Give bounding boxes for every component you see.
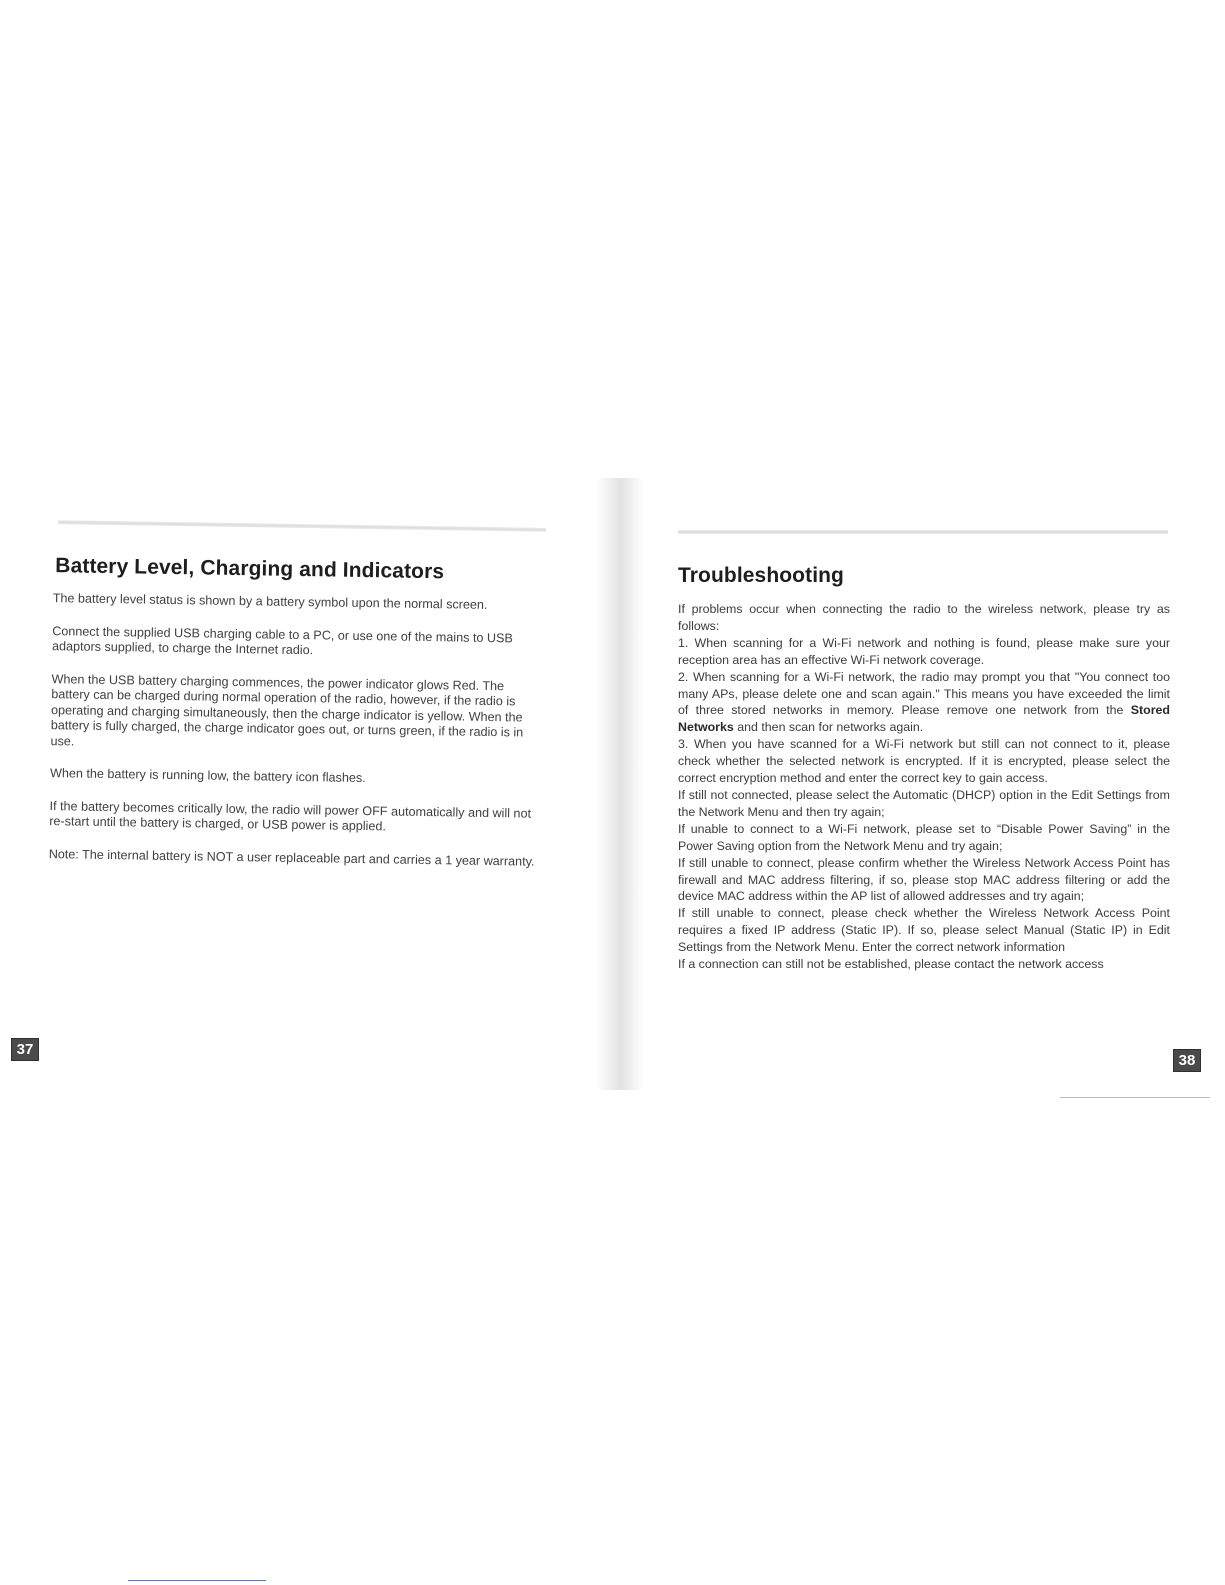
- mac-filter-paragraph: If still unable to connect, please confirm whether the Wireless Network Access Point has firewall and MAC address filtering, if so, please stop MAC address filtering or add the device MAC address within the AP list of allowed addresses and try again;: [678, 855, 1170, 904]
- troubleshooting-item-2: [678, 669, 1170, 737]
- critically-low-paragraph: If the battery becomes critically low, the radio will power OFF automatically and will not re-start until the battery is charged, or USB power is applied.: [49, 798, 532, 834]
- page-number-left: 37: [11, 1038, 39, 1061]
- right-page-body: [678, 601, 1170, 973]
- battery-status-paragraph: The battery level status is shown by a battery symbol upon the normal screen.: [52, 591, 488, 612]
- right-page-title: Troubleshooting: [678, 564, 844, 587]
- left-page-body: [49, 591, 543, 870]
- right-header-rule: [678, 530, 1168, 534]
- dhcp-paragraph: If still not connected, please select the Automatic (DHCP) option in the Edit Settings from the Network Menu and then try again;: [678, 787, 1170, 819]
- page-number-right: 38: [1173, 1049, 1201, 1072]
- left-header-rule: [58, 520, 546, 532]
- contact-paragraph: If a connection can still not be established, please contact the network access: [678, 957, 1104, 972]
- static-ip-paragraph: If still unable to connect, please check whether the Wireless Network Access Point requires a fixed IP address (Static IP). If so, please select Manual (Static IP) in Edit Settings from the Network Menu. Enter the correct network information: [678, 906, 1170, 955]
- bottom-underline-mark: [128, 1580, 266, 1581]
- troubleshooting-item-1: 1. When scanning for a Wi-Fi network and nothing is found, please make sure your reception area has an effective Wi-Fi network coverage.: [678, 635, 1170, 667]
- stored-networks-term: Stored Networks: [678, 703, 1170, 735]
- right-bottom-edge-line: [1060, 1097, 1210, 1098]
- battery-note-paragraph: Note: The internal battery is NOT a user replaceable part and carries a 1 year warranty.: [48, 846, 535, 869]
- charging-connect-paragraph: Connect the supplied USB charging cable to a PC, or use one of the mains to USB adaptors supplied, to charge the Internet radio.: [51, 623, 513, 658]
- right-page: [678, 530, 1170, 973]
- troubleshooting-intro: If problems occur when connecting the radio to the wireless network, please try as follows:: [678, 602, 1170, 633]
- page-gutter-shadow: [596, 478, 644, 1090]
- power-saving-paragraph: If unable to connect to a Wi-Fi network, please set to “Disable Power Saving” in the Power Saving option from the Network Menu and try again;: [678, 821, 1170, 853]
- troubleshooting-item-3: 3. When you have scanned for a Wi-Fi network but still can not connect to it, please check whether the selected network is encrypted. If it is encrypted, please select the correct encryption method and enter the correct key to gain access.: [678, 737, 1170, 786]
- left-page: [40, 520, 550, 887]
- item-2-text-a: 2. When scanning for a Wi-Fi network, the radio may prompt you that "You connect too many APs, please delete one and scan again." This means you have exceeded the limit of three stored networks in memory. Please remove one network from the: [678, 669, 1170, 718]
- charge-indicator-paragraph: When the USB battery charging commences, the power indicator glows Red. The battery can be charged during normal operation of the radio, however, if the radio is operating and charging simultaneously, then the charge indicator is yellow. When the battery is fully charged, the charge indicator goes out, or turns green, if the radio is in use.: [50, 671, 524, 748]
- battery-low-paragraph: When the battery is running low, the battery icon flashes.: [49, 766, 366, 786]
- item-2-text-b: and then scan for networks again.: [733, 720, 924, 735]
- left-page-title: Battery Level, Charging and Indicators: [55, 554, 445, 584]
